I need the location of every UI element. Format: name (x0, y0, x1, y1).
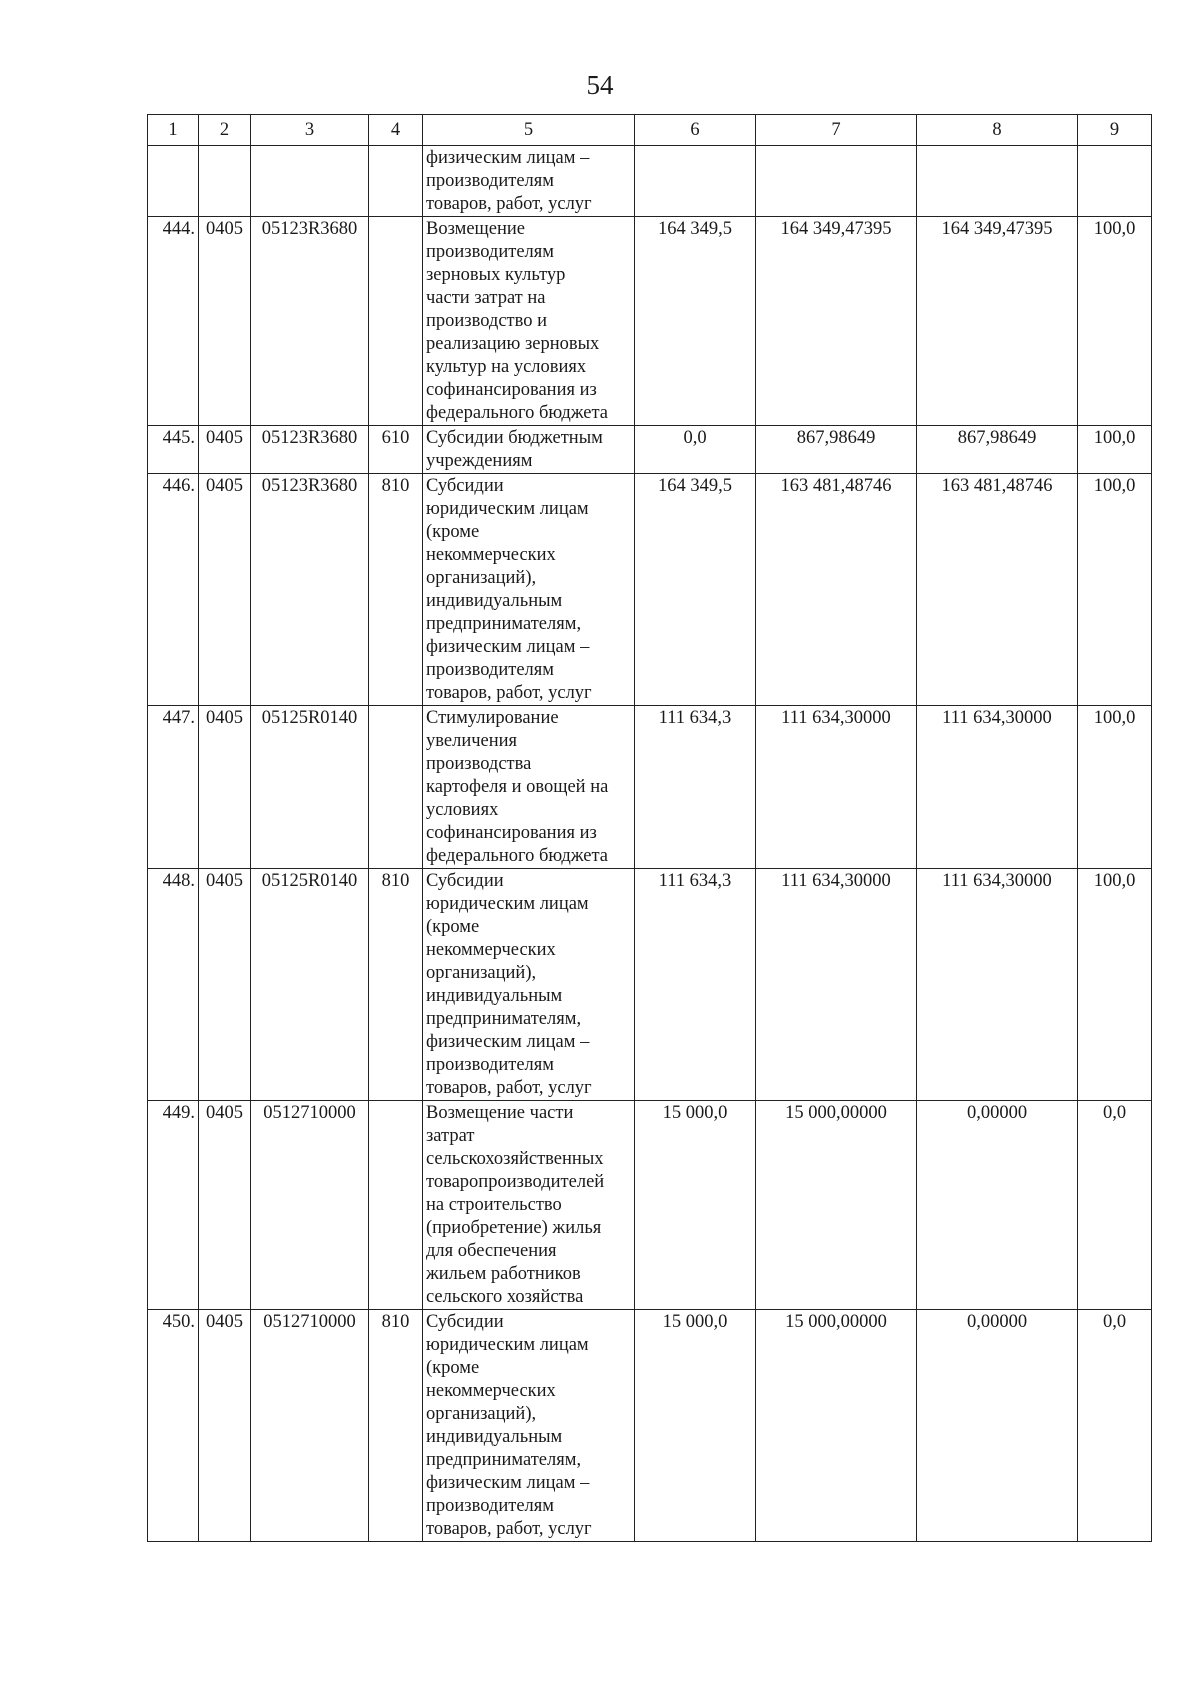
header-cell: 7 (756, 115, 917, 146)
percent-cell: 100,0 (1078, 869, 1152, 1101)
description-line: некоммерческих (426, 1381, 556, 1401)
description-line: Стимулирование (426, 708, 559, 728)
percent-cell: 0,0 (1078, 1310, 1152, 1542)
table-row (148, 869, 1152, 1101)
header-cell: 8 (917, 115, 1078, 146)
percent-cell: 100,0 (1078, 706, 1152, 869)
expense-type-cell: 810 (369, 474, 423, 706)
plan-amount-cell: 111 634,3 (635, 869, 756, 1101)
refined-amount-cell (756, 146, 917, 217)
description-line: Субсидии (426, 476, 504, 496)
description-line: софинансирования из (426, 823, 597, 843)
description-line: (приобретение) жилья (426, 1218, 602, 1238)
description-line: некоммерческих (426, 545, 556, 565)
description-line: увеличения (426, 731, 518, 751)
executed-amount-cell: 867,98649 (917, 426, 1078, 474)
table-row (148, 1310, 1152, 1542)
section-code-cell: 0405 (199, 1310, 251, 1542)
description-line: индивидуальным (426, 591, 563, 611)
section-code-cell: 0405 (199, 706, 251, 869)
row-number-cell: 448. (148, 869, 199, 1101)
expense-type-cell (369, 706, 423, 869)
description-line: товаров, работ, услуг (426, 683, 592, 703)
row-number-cell: 450. (148, 1310, 199, 1542)
executed-amount-cell: 111 634,30000 (917, 706, 1078, 869)
row-number-cell: 444. (148, 217, 199, 426)
description-line: Возмещение (426, 219, 526, 239)
description-line: на строительство (426, 1195, 562, 1215)
target-code-cell: 05123R3680 (251, 217, 369, 426)
row-number-cell: 449. (148, 1101, 199, 1310)
description-line: реализацию зерновых (426, 334, 600, 354)
description-line: софинансирования из (426, 380, 597, 400)
header-cell: 9 (1078, 115, 1152, 146)
expense-type-cell (369, 146, 423, 217)
description-line: индивидуальным (426, 986, 563, 1006)
description-line: сельского хозяйства (426, 1287, 584, 1307)
refined-amount-cell: 15 000,00000 (756, 1101, 917, 1310)
header-cell: 1 (148, 115, 199, 146)
executed-amount-cell: 0,00000 (917, 1310, 1078, 1542)
description-line: физическим лицам – (426, 1032, 590, 1052)
table-row (148, 706, 1152, 869)
section-code-cell: 0405 (199, 426, 251, 474)
executed-amount-cell: 111 634,30000 (917, 869, 1078, 1101)
header-cell: 3 (251, 115, 369, 146)
description-line: физическим лицам – (426, 148, 590, 168)
description-line: федерального бюджета (426, 846, 609, 866)
description-line: производителям (426, 242, 554, 262)
description-line: физическим лицам – (426, 1473, 590, 1493)
description-line: зерновых культур (426, 265, 566, 285)
plan-amount-cell: 164 349,5 (635, 474, 756, 706)
executed-amount-cell (917, 146, 1078, 217)
description-line: федерального бюджета (426, 403, 609, 423)
table-row (148, 1101, 1152, 1310)
description-line: производство и (426, 311, 548, 331)
executed-amount-cell: 164 349,47395 (917, 217, 1078, 426)
page-number: 54 (586, 70, 614, 100)
plan-amount-cell: 15 000,0 (635, 1101, 756, 1310)
plan-amount-cell (635, 146, 756, 217)
section-code-cell (199, 146, 251, 217)
description-line: товаров, работ, услуг (426, 194, 592, 214)
percent-cell (1078, 146, 1152, 217)
description-line: Субсидии (426, 871, 504, 891)
description-line: условиях (426, 800, 499, 820)
table-body (148, 146, 1152, 1542)
target-code-cell: 05125R0140 (251, 706, 369, 869)
description-line: производства (426, 754, 532, 774)
description-line: культур на условиях (426, 357, 587, 377)
description-line: части затрат на (426, 288, 546, 308)
description-line: для обеспечения (426, 1241, 557, 1261)
target-code-cell: 05123R3680 (251, 474, 369, 706)
description-line: предпринимателям, (426, 1450, 582, 1470)
description-line: Возмещение части (426, 1103, 574, 1123)
row-number-cell: 446. (148, 474, 199, 706)
row-number-cell: 445. (148, 426, 199, 474)
description-line: юридическим лицам (426, 894, 589, 914)
description-line: физическим лицам – (426, 637, 590, 657)
description-line: юридическим лицам (426, 1335, 589, 1355)
description-line: Субсидии бюджетным (426, 428, 603, 448)
description-line: индивидуальным (426, 1427, 563, 1447)
description-line: (кроме (426, 1358, 480, 1378)
target-code-cell: 0512710000 (251, 1310, 369, 1542)
description-line: некоммерческих (426, 940, 556, 960)
header-cell: 4 (369, 115, 423, 146)
description-line: предпринимателям, (426, 1009, 582, 1029)
table-row (148, 217, 1152, 426)
table-row (148, 426, 1152, 474)
description-line: картофеля и овощей на (426, 777, 609, 797)
target-code-cell: 05125R0140 (251, 869, 369, 1101)
header-cell: 6 (635, 115, 756, 146)
description-cell (423, 706, 635, 869)
section-code-cell: 0405 (199, 869, 251, 1101)
description-line: жильем работников (426, 1264, 581, 1284)
refined-amount-cell: 15 000,00000 (756, 1310, 917, 1542)
refined-amount-cell: 111 634,30000 (756, 869, 917, 1101)
executed-amount-cell: 163 481,48746 (917, 474, 1078, 706)
expense-type-cell (369, 217, 423, 426)
description-cell (423, 869, 635, 1101)
description-cell (423, 426, 635, 474)
description-line: учреждениям (426, 451, 533, 471)
target-code-cell: 05123R3680 (251, 426, 369, 474)
row-number-cell (148, 146, 199, 217)
percent-cell: 100,0 (1078, 426, 1152, 474)
section-code-cell: 0405 (199, 474, 251, 706)
percent-cell: 0,0 (1078, 1101, 1152, 1310)
description-line: затрат (426, 1126, 475, 1146)
target-code-cell: 0512710000 (251, 1101, 369, 1310)
description-line: организаций), (426, 963, 537, 983)
description-line: организаций), (426, 568, 537, 588)
description-line: товаров, работ, услуг (426, 1078, 592, 1098)
percent-cell: 100,0 (1078, 474, 1152, 706)
header-row (148, 115, 1152, 146)
description-line: предпринимателям, (426, 614, 582, 634)
description-line: производителям (426, 171, 554, 191)
description-cell (423, 146, 635, 217)
executed-amount-cell: 0,00000 (917, 1101, 1078, 1310)
description-line: (кроме (426, 917, 480, 937)
expense-type-cell: 810 (369, 1310, 423, 1542)
description-line: сельскохозяйственных (426, 1149, 604, 1169)
refined-amount-cell: 867,98649 (756, 426, 917, 474)
description-line: производителям (426, 1055, 554, 1075)
section-code-cell: 0405 (199, 217, 251, 426)
description-line: юридическим лицам (426, 499, 589, 519)
description-line: товаропроизводителей (426, 1172, 605, 1192)
section-code-cell: 0405 (199, 1101, 251, 1310)
header-cell: 2 (199, 115, 251, 146)
refined-amount-cell: 163 481,48746 (756, 474, 917, 706)
description-cell (423, 474, 635, 706)
plan-amount-cell: 164 349,5 (635, 217, 756, 426)
description-cell (423, 217, 635, 426)
description-line: (кроме (426, 522, 480, 542)
description-cell (423, 1310, 635, 1542)
description-line: производителям (426, 660, 554, 680)
plan-amount-cell: 15 000,0 (635, 1310, 756, 1542)
description-line: организаций), (426, 1404, 537, 1424)
header-cell: 5 (423, 115, 635, 146)
expense-type-cell (369, 1101, 423, 1310)
description-cell (423, 1101, 635, 1310)
table-row (148, 474, 1152, 706)
refined-amount-cell: 164 349,47395 (756, 217, 917, 426)
description-line: Субсидии (426, 1312, 504, 1332)
description-line: производителям (426, 1496, 554, 1516)
percent-cell: 100,0 (1078, 217, 1152, 426)
expense-type-cell: 810 (369, 869, 423, 1101)
refined-amount-cell: 111 634,30000 (756, 706, 917, 869)
table-row (148, 146, 1152, 217)
plan-amount-cell: 111 634,3 (635, 706, 756, 869)
target-code-cell (251, 146, 369, 217)
budget-table (147, 114, 1152, 1542)
description-line: товаров, работ, услуг (426, 1519, 592, 1539)
row-number-cell: 447. (148, 706, 199, 869)
expense-type-cell: 610 (369, 426, 423, 474)
plan-amount-cell: 0,0 (635, 426, 756, 474)
